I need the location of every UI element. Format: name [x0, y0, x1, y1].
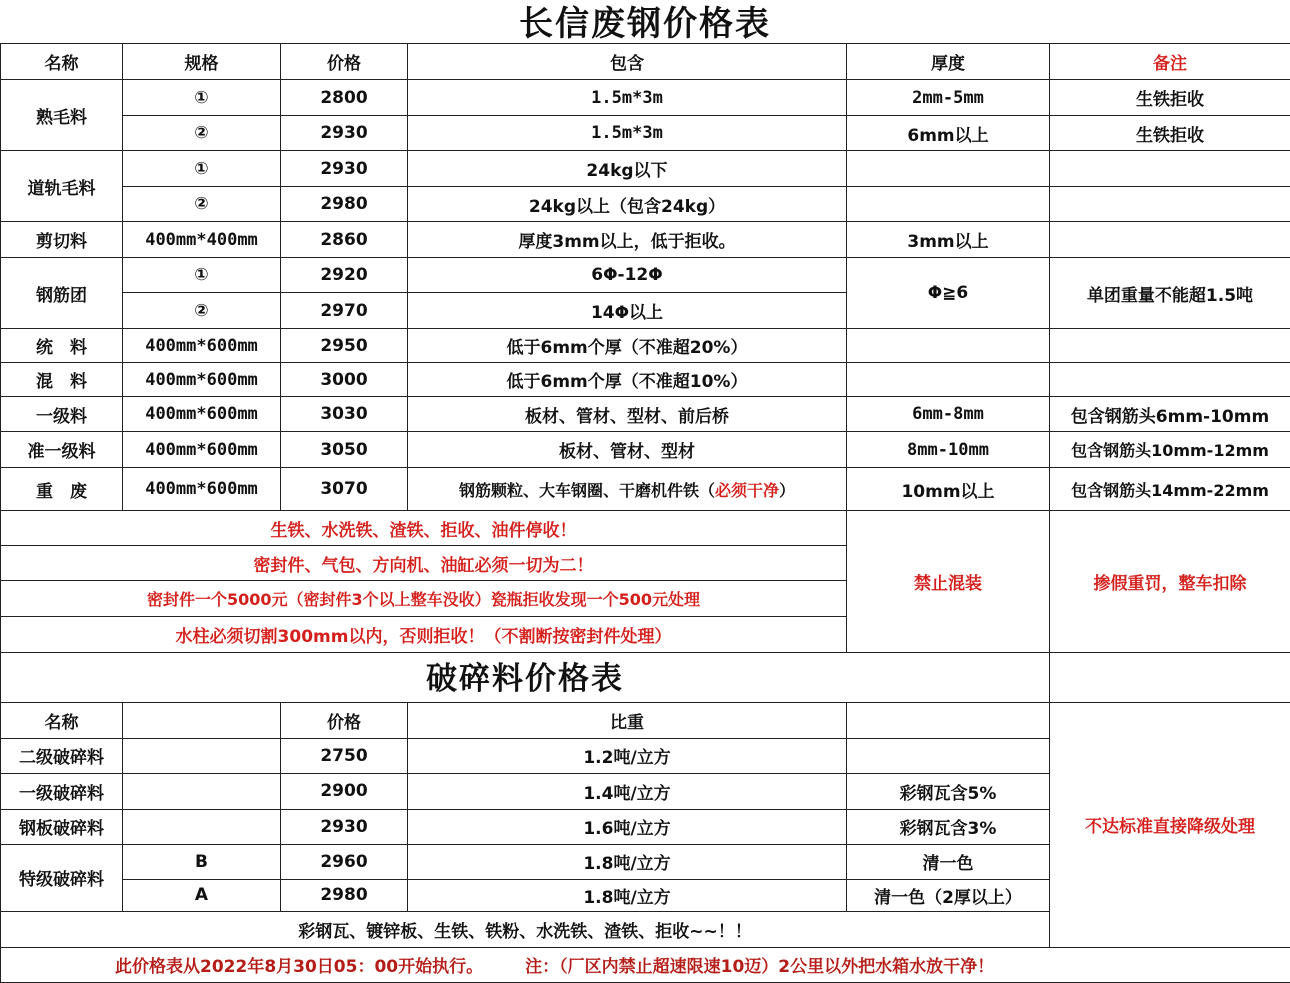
name-cell: 一级料 — [1, 397, 123, 432]
extra-cell — [847, 738, 1050, 773]
name-cell: 钢板破碎料 — [1, 809, 123, 844]
note-cell — [1050, 222, 1290, 258]
price-cell: 3050 — [281, 432, 408, 468]
grade-cell: B — [123, 844, 281, 879]
spec-cell: 400mm*600mm — [123, 329, 281, 363]
spec-cell: 400mm*600mm — [123, 468, 281, 511]
crush-header-row — [1, 702, 1290, 738]
header-row — [1, 44, 1290, 80]
thickness-cell: 3mm以上 — [847, 222, 1050, 258]
table-row — [1, 363, 1290, 397]
contains-text: 钢筋颗粒、大车钢圈、干磨机件铁（ — [459, 481, 715, 500]
table-row — [1, 329, 1290, 363]
density-cell: 1.8吨/立方 — [408, 879, 847, 911]
no-mixing-label: 禁止混装 — [847, 511, 1050, 653]
header-density: 比重 — [408, 702, 847, 738]
note-cell: 包含钢筋头6mm-10mm — [1050, 397, 1290, 432]
thickness-cell — [847, 329, 1050, 363]
table-row — [1, 222, 1290, 258]
thickness-cell: Φ≧6 — [847, 258, 1050, 329]
price-cell: 2970 — [281, 293, 408, 329]
spec-cell: ② — [123, 293, 281, 329]
header-spec: 规格 — [123, 44, 281, 80]
contains-cell: 板材、管材、型材、前后桥 — [408, 397, 847, 432]
reject-note: 彩钢瓦、镀锌板、生铁、铁粉、水洗铁、渣铁、拒收~~！！ — [1, 911, 1050, 947]
price-cell: 3070 — [281, 468, 408, 511]
header-extra — [847, 702, 1050, 738]
header-note: 备注 — [1050, 44, 1290, 80]
spec-cell: 400mm*600mm — [123, 363, 281, 397]
price-cell: 2930 — [281, 151, 408, 187]
price-cell: 2980 — [281, 879, 408, 911]
table-row — [1, 432, 1290, 468]
header-name: 名称 — [1, 44, 123, 80]
note-cell — [1050, 151, 1290, 187]
header-thickness: 厚度 — [847, 44, 1050, 80]
effective-date: 此价格表从2022年8月30日05：00开始执行。 — [115, 957, 483, 977]
contains-cell: 板材、管材、型材 — [408, 432, 847, 468]
note-cell — [1050, 363, 1290, 397]
table-row — [1, 80, 1290, 116]
name-cell: 准一级料 — [1, 432, 123, 468]
notice-row — [1, 511, 1290, 546]
name-cell: 统 料 — [1, 329, 123, 363]
notice-1: 生铁、水洗铁、渣铁、拒收、油件停收！ — [1, 511, 847, 546]
price-table — [0, 43, 1290, 653]
spec-cell: 400mm*600mm — [123, 397, 281, 432]
contains-cell: 1.5m*3m — [408, 116, 847, 151]
note-cell: 包含钢筋头14mm-22mm — [1050, 468, 1290, 511]
contains-emphasis: 必须干净 — [715, 481, 779, 500]
contains-cell: 14Φ以上 — [408, 293, 847, 329]
thickness-cell — [847, 363, 1050, 397]
contains-cell: 低于6mm个厚（不准超10%） — [408, 363, 847, 397]
thickness-cell: 6mm-8mm — [847, 397, 1050, 432]
density-cell: 1.6吨/立方 — [408, 809, 847, 844]
header-price: 价格 — [281, 702, 408, 738]
grade-cell — [123, 809, 281, 844]
name-cell: 剪切料 — [1, 222, 123, 258]
price-cell: 2930 — [281, 116, 408, 151]
crush-title-row — [1, 650, 1290, 702]
header-grade — [123, 702, 281, 738]
price-cell: 2930 — [281, 809, 408, 844]
table-row — [1, 468, 1290, 511]
note-cell: 单团重量不能超1.5吨 — [1050, 258, 1290, 329]
price-cell: 2860 — [281, 222, 408, 258]
name-cell: 特级破碎料 — [1, 844, 123, 911]
crush-table — [0, 650, 1290, 983]
spec-cell: 400mm*600mm — [123, 432, 281, 468]
price-cell: 3030 — [281, 397, 408, 432]
grade-cell: A — [123, 879, 281, 911]
extra-cell: 清一色 — [847, 844, 1050, 879]
thickness-cell — [847, 187, 1050, 222]
contains-text: ） — [779, 481, 795, 500]
header-price: 价格 — [281, 44, 408, 80]
contains-cell — [408, 468, 847, 511]
name-cell: 钢筋团 — [1, 258, 123, 329]
downgrade-note: 不达标准直接降级处理 — [1050, 702, 1290, 947]
table-row — [1, 187, 1290, 222]
contains-cell: 24kg以下 — [408, 151, 847, 187]
thickness-cell: 2mm-5mm — [847, 80, 1050, 116]
density-cell: 1.4吨/立方 — [408, 773, 847, 809]
name-cell: 一级破碎料 — [1, 773, 123, 809]
footer — [1, 947, 1290, 982]
note-cell — [1050, 187, 1290, 222]
spec-cell: ② — [123, 116, 281, 151]
speed-warning: 注：（厂区内禁止超速限速10迈）2公里以外把水箱水放干净！ — [525, 957, 994, 977]
extra-cell: 彩钢瓦含5% — [847, 773, 1050, 809]
page-title: 长信废钢价格表 — [0, 2, 1290, 44]
footer-row — [1, 947, 1290, 982]
extra-cell: 彩钢瓦含3% — [847, 809, 1050, 844]
name-cell: 道轨毛料 — [1, 151, 123, 222]
notice-2: 密封件、气包、方向机、油缸必须一切为二！ — [1, 546, 847, 581]
grade-cell — [123, 773, 281, 809]
thickness-cell — [847, 151, 1050, 187]
name-cell: 熟毛料 — [1, 80, 123, 151]
price-cell: 2980 — [281, 187, 408, 222]
spec-cell: ① — [123, 151, 281, 187]
contains-cell: 1.5m*3m — [408, 80, 847, 116]
density-cell: 1.2吨/立方 — [408, 738, 847, 773]
price-cell: 2900 — [281, 773, 408, 809]
header-contains: 包含 — [408, 44, 847, 80]
note-cell — [1050, 329, 1290, 363]
notice-4: 水柱必须切割300mm以内，否则拒收！（不割断按密封件处理） — [1, 617, 847, 653]
extra-cell: 清一色（2厚以上） — [847, 879, 1050, 911]
note-cell: 包含钢筋头10mm-12mm — [1050, 432, 1290, 468]
price-cell: 2950 — [281, 329, 408, 363]
density-cell: 1.8吨/立方 — [408, 844, 847, 879]
empty-cell — [1050, 650, 1290, 702]
table-row — [1, 151, 1290, 187]
thickness-cell: 10mm以上 — [847, 468, 1050, 511]
name-cell: 重 废 — [1, 468, 123, 511]
price-cell: 2960 — [281, 844, 408, 879]
crush-title: 破碎料价格表 — [1, 650, 1050, 702]
grade-cell — [123, 738, 281, 773]
price-cell: 2750 — [281, 738, 408, 773]
note-cell: 生铁拒收 — [1050, 80, 1290, 116]
spec-cell: ① — [123, 258, 281, 293]
spec-cell: ① — [123, 80, 281, 116]
thickness-cell: 6mm以上 — [847, 116, 1050, 151]
header-name: 名称 — [1, 702, 123, 738]
spec-cell: 400mm*400mm — [123, 222, 281, 258]
contains-cell: 厚度3mm以上，低于拒收。 — [408, 222, 847, 258]
contains-cell: 6Φ-12Φ — [408, 258, 847, 293]
table-row — [1, 397, 1290, 432]
spec-cell: ② — [123, 187, 281, 222]
name-cell: 混 料 — [1, 363, 123, 397]
price-cell: 2800 — [281, 80, 408, 116]
price-cell: 2920 — [281, 258, 408, 293]
thickness-cell: 8mm-10mm — [847, 432, 1050, 468]
notice-3: 密封件一个5000元（密封件3个以上整车没收）瓷瓶拒收发现一个500元处理 — [1, 581, 847, 617]
penalty-label: 掺假重罚，整车扣除 — [1050, 511, 1290, 653]
note-cell: 生铁拒收 — [1050, 116, 1290, 151]
contains-cell: 低于6mm个厚（不准超20%） — [408, 329, 847, 363]
price-cell: 3000 — [281, 363, 408, 397]
name-cell: 二级破碎料 — [1, 738, 123, 773]
table-row — [1, 116, 1290, 151]
table-row — [1, 258, 1290, 293]
contains-cell: 24kg以上（包含24kg） — [408, 187, 847, 222]
